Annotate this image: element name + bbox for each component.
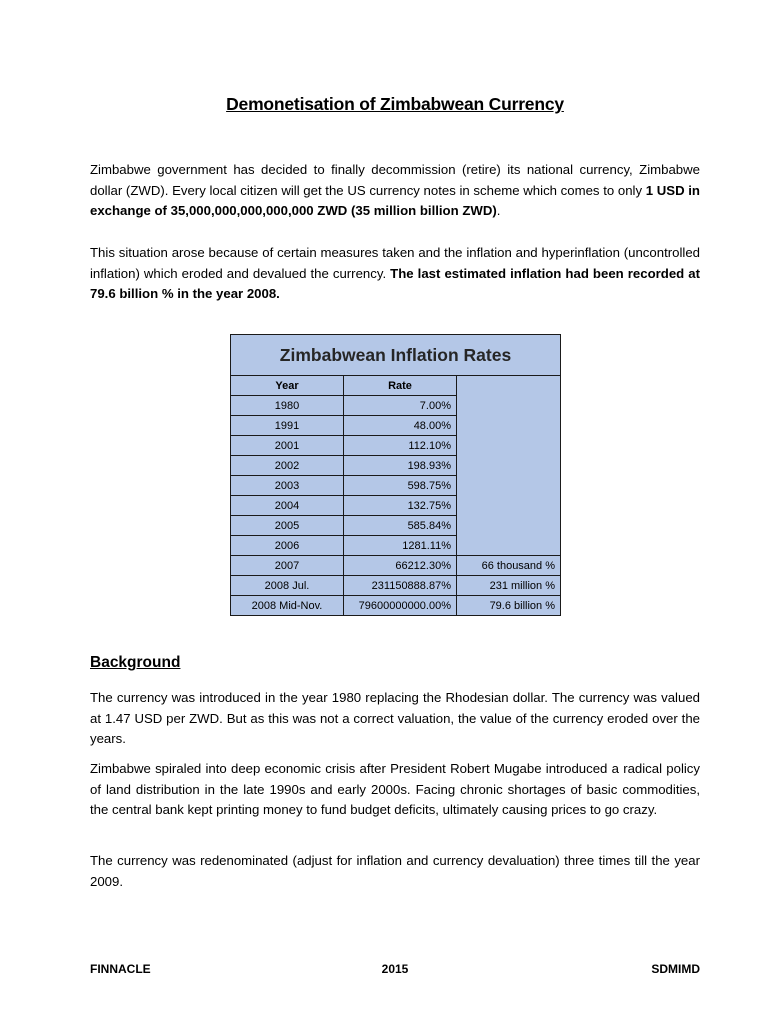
intro-paragraph bbox=[90, 160, 700, 222]
header-rate: Rate bbox=[344, 376, 457, 396]
year-cell: 1980 bbox=[231, 396, 344, 416]
inflation-paragraph bbox=[90, 243, 700, 305]
year-cell: 1991 bbox=[231, 416, 344, 436]
note-cell: 66 thousand % bbox=[457, 556, 561, 576]
table-title: Zimbabwean Inflation Rates bbox=[231, 335, 561, 376]
rate-cell: 585.84% bbox=[344, 516, 457, 536]
page-title: Demonetisation of Zimbabwean Currency bbox=[226, 94, 564, 114]
background-paragraph-1: The currency was introduced in the year 1980 replacing the Rhodesian dollar. The currency was valued at 1.47 USD per ZWD. But as this was not a correct valuation, the value of the currency eroded over the years. bbox=[90, 690, 700, 746]
rate-cell: 112.10% bbox=[344, 436, 457, 456]
rate-cell: 66212.30% bbox=[344, 556, 457, 576]
year-cell: 2004 bbox=[231, 496, 344, 516]
notes-spacer bbox=[457, 376, 561, 556]
rate-cell: 198.93% bbox=[344, 456, 457, 476]
intro-text: Zimbabwe government has decided to finally decommission (retire) its national currency, Zimbabwe dollar (ZWD). Every local citizen will get the US currency notes in scheme which comes to only bbox=[90, 162, 700, 198]
year-cell: 2001 bbox=[231, 436, 344, 456]
table-row bbox=[231, 596, 561, 616]
rate-cell: 79600000000.00% bbox=[344, 596, 457, 616]
intro-end: . bbox=[496, 203, 501, 218]
year-cell: 2002 bbox=[231, 456, 344, 476]
footer-year: 2015 bbox=[381, 962, 409, 976]
inflation-table bbox=[230, 334, 561, 616]
background-heading: Background bbox=[90, 654, 181, 671]
year-cell: 2003 bbox=[231, 476, 344, 496]
note-cell: 79.6 billion % bbox=[457, 596, 561, 616]
year-cell: 2007 bbox=[231, 556, 344, 576]
rate-cell: 598.75% bbox=[344, 476, 457, 496]
rate-cell: 132.75% bbox=[344, 496, 457, 516]
rate-cell: 231150888.87% bbox=[344, 576, 457, 596]
year-cell: 2008 Jul. bbox=[231, 576, 344, 596]
year-cell: 2006 bbox=[231, 536, 344, 556]
rate-cell: 7.00% bbox=[344, 396, 457, 416]
year-cell: 2005 bbox=[231, 516, 344, 536]
note-cell: 231 million % bbox=[457, 576, 561, 596]
year-cell: 2008 Mid-Nov. bbox=[231, 596, 344, 616]
intro-bold-text: 1 USD in exchange of 35,000,000,000,000,000 ZWD (35 million billion ZWD) bbox=[90, 182, 700, 218]
inflation-bold-text: The last estimated inflation had been recorded at 79.6 billion % in the year 2008. bbox=[90, 265, 700, 301]
header-year: Year bbox=[231, 376, 344, 396]
footer-right: SDMIMD bbox=[651, 962, 700, 976]
table-row bbox=[231, 556, 561, 576]
background-paragraph-2: Zimbabwe spiraled into deep economic crisis after President Robert Mugabe introduced a radical policy of land distribution in the late 1990s and early 2000s. Facing chronic shortages of basic commodities, the central bank kept printing money to fund budget deficits, ultimately causing prices to go crazy. bbox=[90, 761, 700, 817]
inflation-text: This situation arose because of certain measures taken and the inflation and hyperinflation (uncontrolled inflation) which eroded and devalued the currency. bbox=[90, 245, 700, 281]
rate-cell: 48.00% bbox=[344, 416, 457, 436]
rate-cell: 1281.11% bbox=[344, 536, 457, 556]
background-paragraph-3: The currency was redenominated (adjust for inflation and currency devaluation) three times till the year 2009. bbox=[90, 853, 700, 889]
table-row bbox=[231, 576, 561, 596]
footer-left: FINNACLE bbox=[90, 962, 151, 976]
